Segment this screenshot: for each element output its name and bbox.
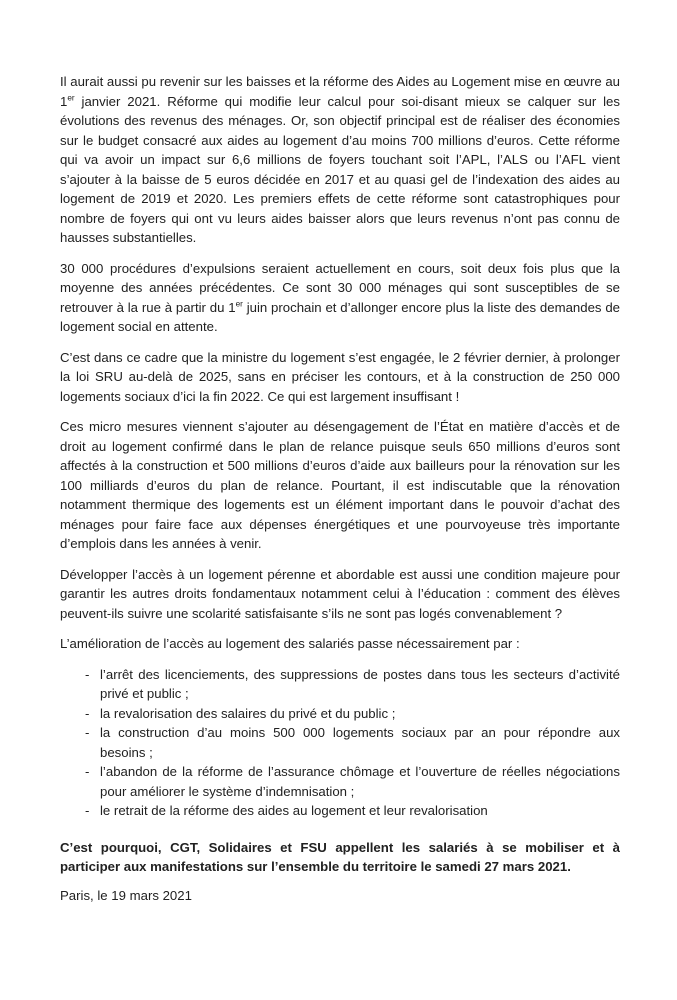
call-to-action: C’est pourquoi, CGT, Solidaires et FSU appellent les salariés à se mobiliser et à participer aux manifestations sur l’ensemble du territoire le samedi 27 mars 2021.: [60, 839, 620, 874]
ordinal-superscript: er: [67, 93, 75, 103]
paragraph-droits-fondamentaux: Développer l’accès à un logement pérenne et abordable est aussi une condition majeure pour garantir les autres droits fondamentaux notamment celui à l’éducation : comment des élèves peuvent-ils suivre une scolarité satisfaisante s’ils ne sont pas logés convenablement ?: [60, 566, 620, 621]
paragraph-text: juin prochain et d’allonger encore plus la liste des demandes de logement social en attente.: [60, 299, 620, 334]
demand-item-licenciements: - l’arrêt des licenciements, des suppressions de postes dans tous les secteurs d’activité privé et public ;: [100, 665, 620, 704]
demands-list: [60, 665, 620, 821]
paragraph-expulsions: [60, 259, 620, 337]
demand-item-salaires: - la revalorisation des salaires du privé et du public ;: [100, 704, 620, 724]
paragraph-plan-relance: Ces micro mesures viennent s’ajouter au désengagement de l’État en matière d’accès et de droit au logement confirmé dans le plan de relance puisque seuls 650 millions d’euros sont affectés à la construction et 500 millions d’euros d’aide aux bailleurs pour la rénovation sur les 100 milliards d’euros du plan de relance. Pourtant, il est indiscutable que la rénovation notamment thermique des logements est un élément important dans le pouvoir d’achat des ménages pour faire face aux dépenses énergétiques et une pourvoyeuse très importante d’emplois dans les années à venir.: [60, 419, 620, 551]
demands-list-intro: L’amélioration de l’accès au logement des salariés passe nécessairement par :: [60, 636, 520, 651]
paragraph-text: 30 000 procédures d’expulsions seraient actuellement en cours, soit deux fois plus que la moyenne des années précédentes. Ce sont 30 000 ménages qui sont susceptibles de se retrouver à la rue à partir du 1: [60, 260, 620, 315]
paragraph-ministre-engagement: C’est dans ce cadre que la ministre du logement s’est engagée, le 2 février dernier, à prolonger la loi SRU au-delà de 2025, sans en préciser les contours, et à la construction de 250 000 logements sociaux d’ici la fin 2022. Ce qui est largement insuffisant !: [60, 349, 620, 404]
paragraph-aides-logement-reforme: [60, 72, 620, 248]
paragraph-text: Il aurait aussi pu revenir sur les baisses et la réforme des Aides au Logement mise en œuvre au 1: [60, 74, 621, 109]
ordinal-superscript: er: [235, 299, 243, 309]
demand-item-construction: - la construction d’au moins 500 000 logements sociaux par an pour répondre aux besoins ;: [100, 723, 620, 762]
dateline: Paris, le 19 mars 2021: [60, 887, 192, 903]
demand-item-assurance-chomage: - l’abandon de la réforme de l’assurance chômage et l’ouverture de réelles négociations pour améliorer le système d’indemnisation ;: [100, 762, 620, 801]
demand-item-retrait-reforme: - le retrait de la réforme des aides au logement et leur revalorisation: [100, 801, 620, 821]
paragraph-text: janvier 2021. Réforme qui modifie leur calcul pour soi-disant mieux se calquer sur les évolutions des revenus des ménages. Or, son objectif principal est de réaliser des économies sur le budget consacré aux aides au logement d’au moins 700 millions d’euros. Cette réforme qui va avoir un impact sur 6,6 millions de foyers touchant soit l’APL, l’ALS ou l’AFL vient s’ajouter à la baisse de 5 euros décidée en 2017 et au quasi gel de l’indexation des aides au logement de 2019 et 2020. Les premiers effets de cette réforme sont catastrophiques pour nombre de foyers qui ont vu leurs aides baisser alors que leurs revenus n’ont pas connu de hausses substantielles.: [60, 93, 620, 245]
